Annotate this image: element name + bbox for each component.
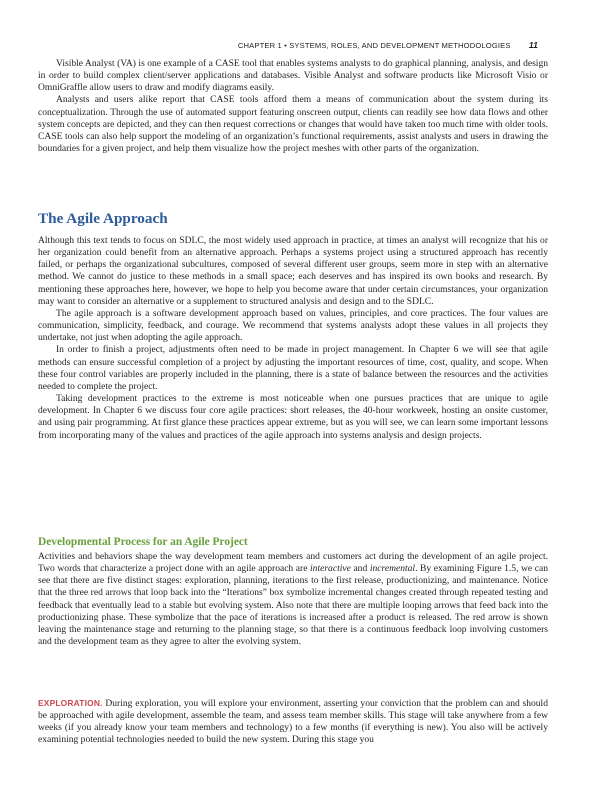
page-number: 11 [528,40,538,50]
intro-text [38,58,548,155]
emphasis-incremental: incremental [369,563,416,575]
separator-bullet: • [284,41,287,50]
text-run: Activities and behaviors shape the way development team members and customers act during the development of an agile project. Two words that characterize a project done with an agile approach are [38,551,548,575]
text-run: . By examining Figure 1.5, we can see that there are five distinct stages: exploration, planning, iterations to the first release, productionizing, and maintenance. Notice that the three red arrows that loop back into the “Iterations” box symbolize incremental changes created through repeated testing and feedback that eventually lead to a stable but evolving system. Also note that there are multiple looping arrows that feed back into the productionizing phase. These symbolize that the pace of iterations is increased after a product is released. The red arrow is shown leaving the maintenance stage and returning to the planning stage, so that there is a continuous feedback loop involving customers and the development team as they agree to alter the evolving system. [38,563,548,648]
chapter-title: SYSTEMS, ROLES, AND DEVELOPMENT METHODOLOGIES [289,41,511,50]
section-heading-agile: The Agile Approach [38,210,168,227]
paragraph: Taking development practices to the extreme is most noticeable when one pursues practices that are unique to agile development. In Chapter 6 we discuss four core agile practices: short releases, the 40-hour workweek, hosting an onsite customer, and using pair programming. At first glance these practices appear extreme, but as you will see, we can learn some important lessons from incorporating many of the values and practices of the agile approach into systems analysis and design projects. [38,393,548,441]
dev-section-text [38,551,548,648]
runin-label-exploration: EXPLORATION. [38,698,103,708]
paragraph [38,551,548,648]
paragraph: The agile approach is a software development approach based on values, principles, and core practices. The four values are communication, simplicity, feedback, and courage. We recommend that systems analysts adopt these values in all projects they undertake, not just when adopting the agile approach. [38,307,548,344]
emphasis-interactive: interactive [310,563,351,575]
text-run: and [350,563,370,575]
paragraph: Visible Analyst (VA) is one example of a CASE tool that enables systems analysts to do graphical planning, analysis, and design in order to build complex client/server applications and databases. Visible Analyst and software products like Microsoft Visio or OmniGraffle allow users to draw and modify diagrams easily. [38,58,548,94]
chapter-label: CHAPTER 1 [237,41,282,50]
paragraph: Although this text tends to focus on SDLC, the most widely used approach in practice, at times an analyst will recognize that his or her organization could benefit from an alternative approach. Perhaps a systems project using a structured approach has recently failed, or perhaps the organizational subcultures, composed of several different user groups, seem more in step with an alternative method. We cannot do justice to these methods in a small space; each deserves and has inspired its own books and research. By mentioning these approaches here, however, we hope to help you become aware that under certain circumstances, your organization may want to consider an alternative or a supplement to structured analysis and design and to the SDLC. [38,235,548,307]
subsection-heading-developmental-process: Developmental Process for an Agile Project [38,536,248,548]
running-head [38,40,538,50]
exploration-text [38,697,548,747]
paragraph [38,697,548,747]
paragraph: Analysts and users alike report that CASE tools afford them a means of communication about the system during its conceptualization. Through the use of automated support featuring onscreen output, clients can readily see how data flows and other system concepts are depicted, and they can then request corrections or changes that would have taken too much time with older tools. CASE tools can also help support the modeling of an organization’s functional requirements, assist analysts and users in drawing the boundaries for a given project, and help them visualize how the project meshes with other parts of the organization. [38,94,548,155]
agile-section-text [38,235,548,442]
text-run: During exploration, you will explore your environment, asserting your conviction that the problem can and should be approached with agile development, assemble the team, and assess team member skills. This stage will take anywhere from a few weeks (if you already know your team members and technology) to a few months (if everything is new). You also will be actively examining potential technologies needed to build the new system. During this stage you [38,698,548,746]
paragraph: In order to finish a project, adjustments often need to be made in project management. In Chapter 6 we will see that agile methods can ensure successful completion of a project by adjusting the important resources of time, cost, quality, and scope. When these four control variables are properly included in the planning, there is a state of balance between the resources and the activities needed to complete the project. [38,344,548,392]
